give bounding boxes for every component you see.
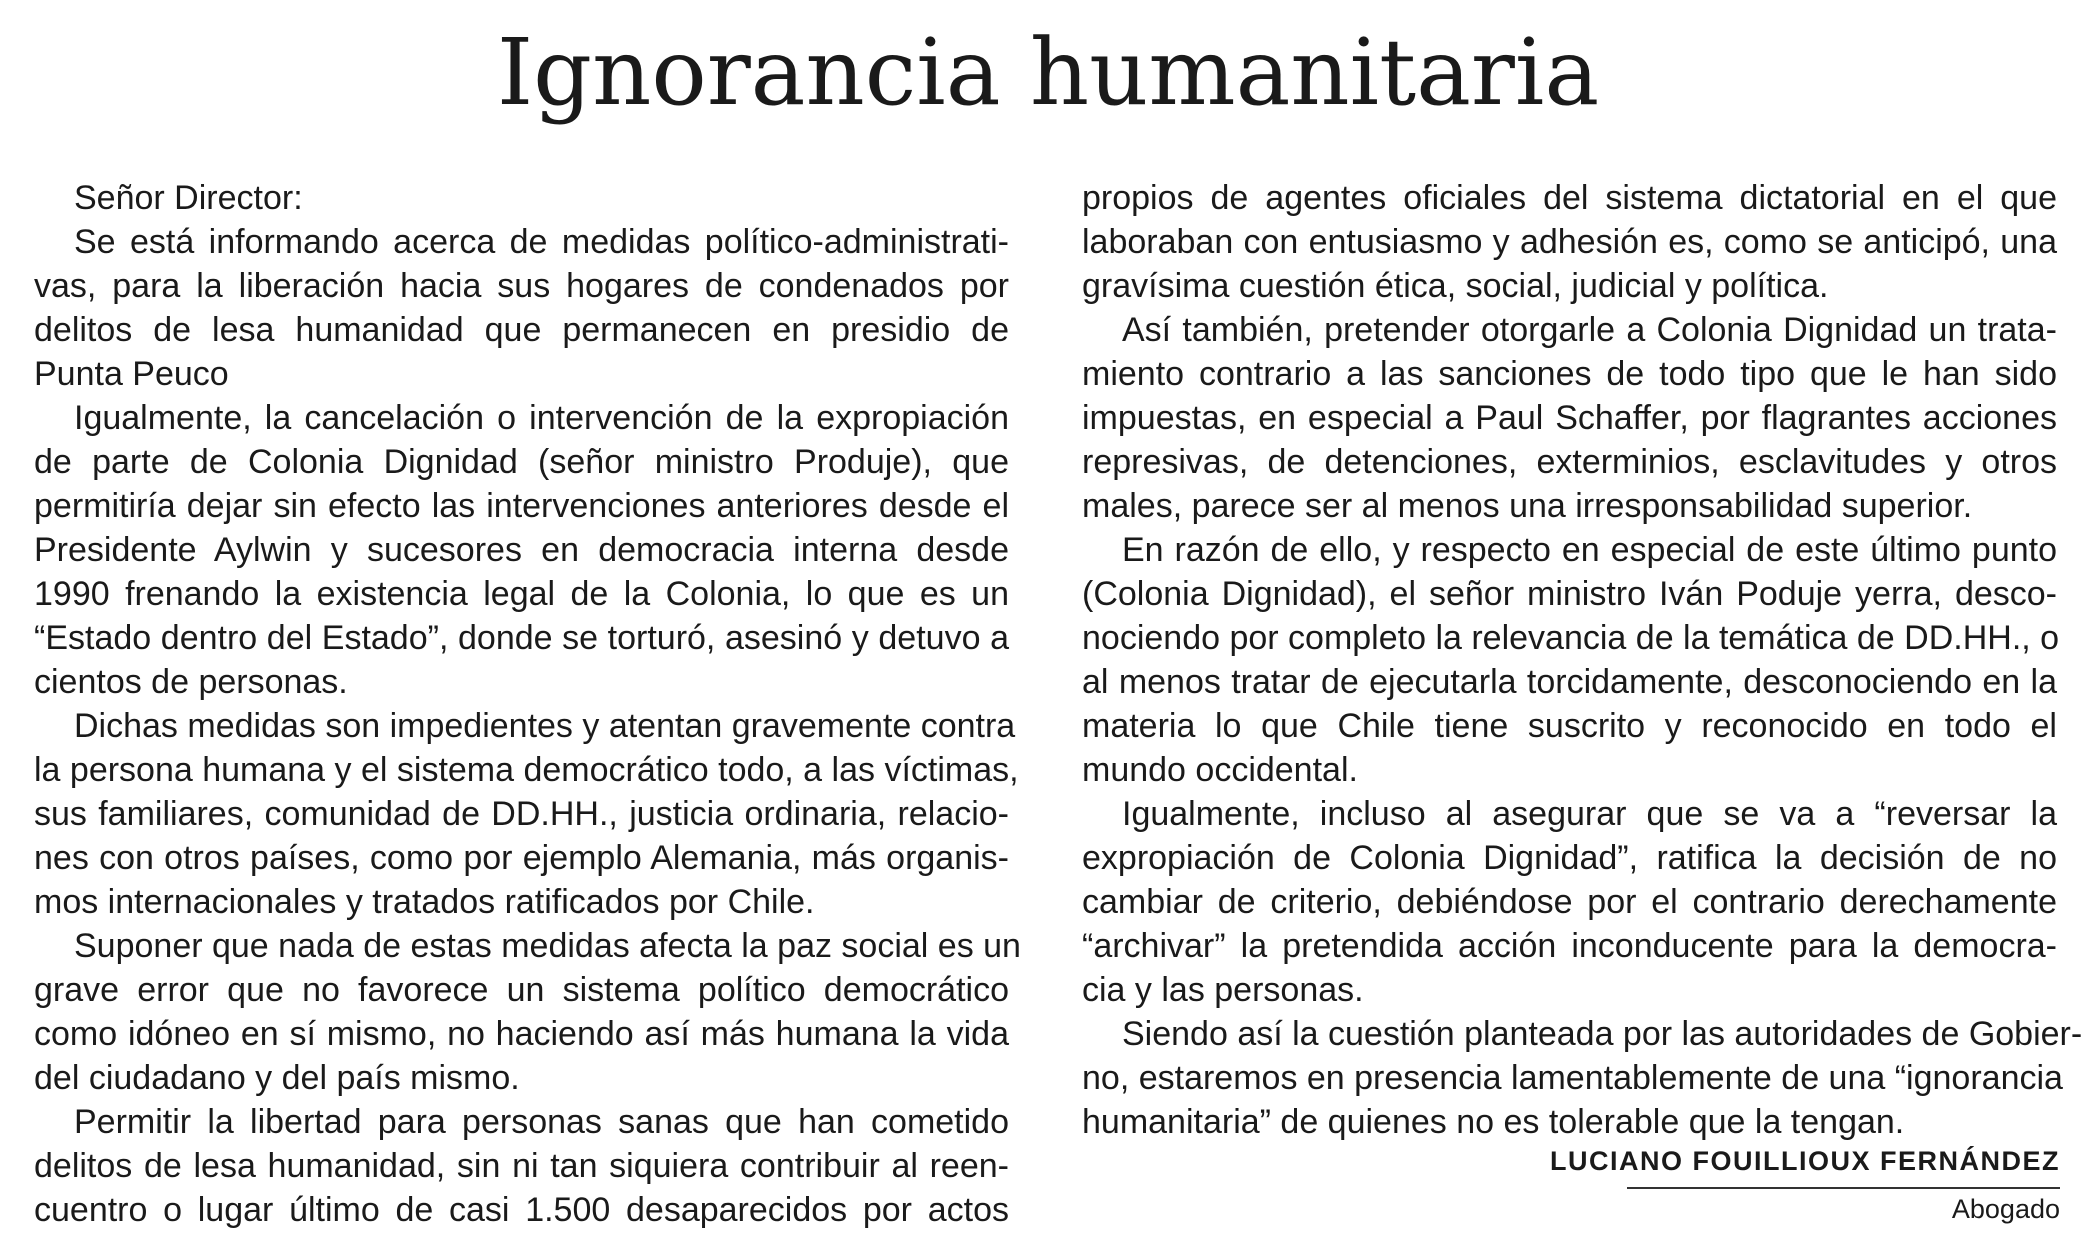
text-line: como idóneo en sí mismo, no haciendo así más humana la vida (34, 1015, 1009, 1053)
text-line: de parte de Colonia Dignidad (señor ministro Produje), que (34, 443, 1009, 481)
text-line: gravísima cuestión ética, social, judicial y política. (1082, 267, 1829, 305)
text-line: cientos de personas. (34, 663, 348, 701)
text-line: no, estaremos en presencia lamentablemente de una “ignorancia (1082, 1059, 2063, 1097)
text-line: represivas, de detenciones, exterminios, esclavitudes y otros (1082, 443, 2057, 481)
text-line: cuentro o lugar último de casi 1.500 desaparecidos por actos (34, 1191, 1009, 1229)
text-line: miento contrario a las sanciones de todo tipo que le han sido (1082, 355, 2057, 393)
text-line: Suponer que nada de estas medidas afecta la paz social es un (74, 927, 1021, 965)
text-line: “archivar” la pretendida acción inconducente para la democra- (1082, 927, 2057, 965)
text-line: 1990 frenando la existencia legal de la Colonia, lo que es un (34, 575, 1009, 613)
text-line: humanitaria” de quienes no es tolerable que la tengan. (1082, 1103, 1905, 1141)
text-line: (Colonia Dignidad), el señor ministro Iván Poduje yerra, desco- (1082, 575, 2057, 613)
text-line: impuestas, en especial a Paul Schaffer, por flagrantes acciones (1082, 399, 2057, 437)
text-line: materia lo que Chile tiene suscrito y reconocido en todo el (1082, 707, 2057, 745)
left-column (34, 176, 1021, 1232)
text-line: Así también, pretender otorgarle a Colonia Dignidad un trata- (1122, 311, 2057, 349)
text-line: propios de agentes oficiales del sistema dictatorial en el que (1082, 179, 2057, 217)
byline-divider (1627, 1187, 2060, 1189)
text-line: la persona humana y el sistema democrático todo, a las víctimas, (34, 751, 1019, 789)
text-line: males, parece ser al menos una irresponsabilidad superior. (1082, 487, 1973, 525)
text-line: Igualmente, incluso al asegurar que se va a “reversar la (1122, 795, 2057, 833)
text-line: mos internacionales y tratados ratificados por Chile. (34, 883, 815, 921)
text-line: al menos tratar de ejecutarla torcidamente, desconociendo en la (1082, 663, 2057, 701)
text-line: Presidente Aylwin y sucesores en democracia interna desde (34, 531, 1009, 569)
text-line: nes con otros países, como por ejemplo Alemania, más organis- (34, 839, 1009, 877)
text-line: Dichas medidas son impedientes y atentan gravemente contra (74, 707, 1016, 745)
right-column (1082, 176, 2083, 1144)
text-line: En razón de ello, y respecto en especial de este último punto (1122, 531, 2057, 569)
text-line: vas, para la liberación hacia sus hogares de condenados por (34, 267, 1009, 305)
text-line: expropiación de Colonia Dignidad”, ratifica la decisión de no (1082, 839, 2057, 877)
text-line: mundo occidental. (1082, 751, 1358, 789)
text-line: cambiar de criterio, debiéndose por el contrario derechamente (1082, 883, 2057, 921)
text-line: Se está informando acerca de medidas político-administrati- (74, 223, 1009, 261)
text-line: grave error que no favorece un sistema político democrático (34, 971, 1009, 1009)
text-line: Siendo así la cuestión planteada por las autoridades de Gobier- (1122, 1015, 2083, 1053)
article-title: Ignorancia humanitaria (496, 19, 1600, 126)
text-line: delitos de lesa humanidad que permanecen en presidio de (34, 311, 1009, 349)
text-line: “Estado dentro del Estado”, donde se torturó, asesinó y detuvo a (34, 619, 1009, 657)
text-line: Punta Peuco (34, 355, 229, 393)
text-line: delitos de lesa humanidad, sin ni tan siquiera contribuir al reen- (34, 1147, 1009, 1185)
text-line: sus familiares, comunidad de DD.HH., justicia ordinaria, relacio- (34, 795, 1009, 833)
text-line: Permitir la libertad para personas sanas que han cometido (74, 1103, 1009, 1141)
text-line: permitiría dejar sin efecto las intervenciones anteriores desde el (34, 487, 1009, 525)
text-line: laboraban con entusiasmo y adhesión es, como se anticipó, una (1082, 223, 2057, 261)
text-line: del ciudadano y del país mismo. (34, 1059, 520, 1097)
author-name: LUCIANO FOUILLIOUX FERNÁNDEZ (1550, 1146, 2060, 1176)
author-role: Abogado (1951, 1194, 2060, 1224)
text-line: cia y las personas. (1082, 971, 1364, 1009)
text-line: nociendo por completo la relevancia de la temática de DD.HH., o (1082, 619, 2060, 657)
text-line: Señor Director: (74, 179, 303, 217)
text-line: Igualmente, la cancelación o intervención de la expropiación (74, 399, 1009, 437)
